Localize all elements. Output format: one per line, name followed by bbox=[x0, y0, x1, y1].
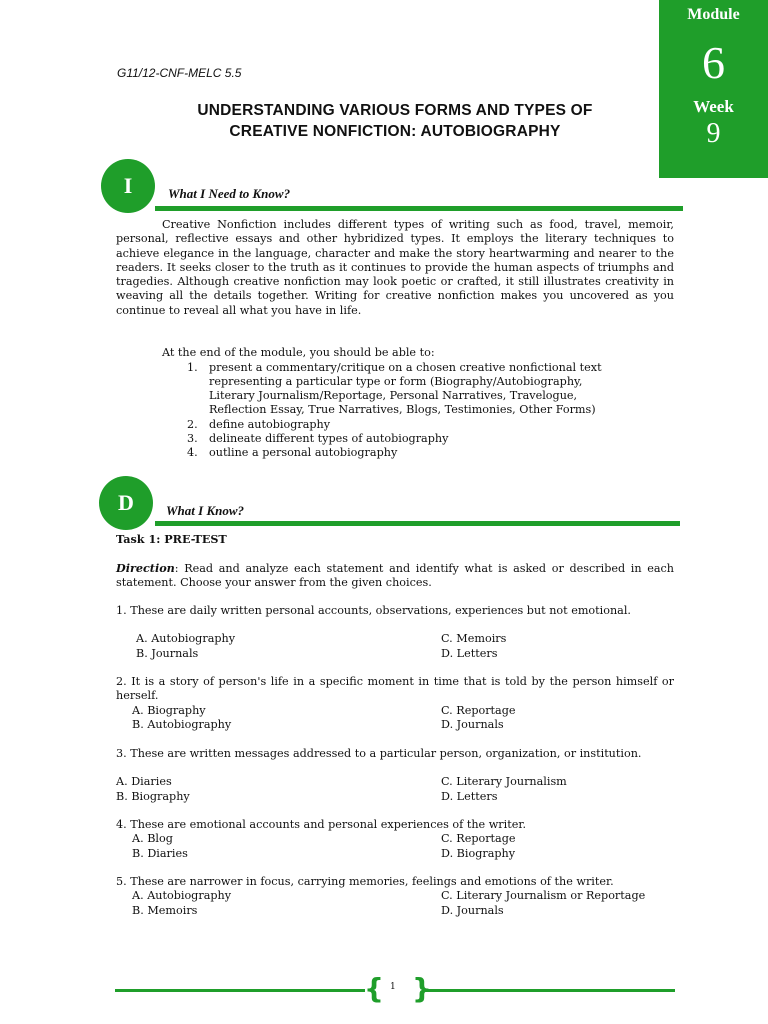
objective-text: outline a personal autobiography bbox=[209, 446, 398, 459]
direction-text: : Read and analyze each statement and identify what is asked or described in each statement. Choose your answer from the given choices. bbox=[116, 562, 674, 590]
objective-text: delineate different types of autobiography bbox=[209, 432, 449, 445]
choice-b: B. Biography bbox=[116, 790, 190, 803]
question-2: 2. It is a story of person's life in a specific moment in time that is told by the person himself or herself. bbox=[116, 675, 674, 703]
choice-b: B. Memoirs bbox=[132, 904, 198, 917]
choice-a: A. Blog bbox=[132, 832, 173, 845]
question-4: 4. These are emotional accounts and personal experiences of the writer. bbox=[116, 818, 527, 831]
objective-text: define autobiography bbox=[209, 418, 331, 431]
section-title-what-i-know: What I Know? bbox=[166, 503, 245, 518]
section-badge-d: D bbox=[99, 476, 153, 530]
choice-d: D. Journals bbox=[441, 904, 504, 917]
objective-number: 1. bbox=[187, 361, 198, 374]
choice-a: A. Biography bbox=[132, 704, 206, 717]
title-line-1: UNDERSTANDING VARIOUS FORMS AND TYPES OF bbox=[197, 102, 593, 119]
direction-paragraph bbox=[116, 561, 674, 591]
section-title-need-to-know: What I Need to Know? bbox=[168, 186, 291, 201]
page-number: 1 bbox=[390, 982, 396, 992]
choice-d: D. Letters bbox=[441, 790, 498, 803]
footer-brace-right: } bbox=[412, 972, 432, 1005]
module-number: 6 bbox=[702, 37, 725, 88]
week-label: Week bbox=[693, 97, 734, 116]
choice-d: D. Letters bbox=[441, 647, 498, 660]
section-badge-i: I bbox=[101, 159, 155, 213]
choice-d: D. Biography bbox=[441, 847, 516, 860]
title-line-2: CREATIVE NONFICTION: AUTOBIOGRAPHY bbox=[229, 123, 561, 140]
footer-rule-left bbox=[115, 989, 365, 992]
section-divider bbox=[155, 521, 680, 526]
direction-label: Direction bbox=[116, 561, 175, 575]
question-5: 5. These are narrower in focus, carrying memories, feelings and emotions of the writer. bbox=[116, 875, 614, 888]
objective-number: 3. bbox=[187, 432, 198, 445]
footer-brace-left: { bbox=[364, 972, 384, 1005]
choice-b: B. Journals bbox=[136, 647, 199, 660]
week-number: 9 bbox=[706, 118, 721, 149]
choice-c: C. Literary Journalism bbox=[441, 775, 567, 788]
module-label: Module bbox=[687, 6, 740, 23]
objective-text: representing a particular type or form (Biography/Autobiography, bbox=[209, 375, 583, 388]
section-divider bbox=[155, 206, 683, 211]
choice-b: B. Autobiography bbox=[132, 718, 232, 731]
choice-c: C. Literary Journalism or Reportage bbox=[441, 889, 646, 902]
objective-text: Reflection Essay, True Narratives, Blogs, Testimonies, Other Forms) bbox=[209, 403, 596, 416]
choice-b: B. Diaries bbox=[132, 847, 188, 860]
choice-c: C. Reportage bbox=[441, 832, 516, 845]
choice-c: C. Reportage bbox=[441, 704, 516, 717]
task-heading: Task 1: PRE-TEST bbox=[116, 532, 227, 546]
choice-a: A. Autobiography bbox=[132, 889, 232, 902]
choice-a: A. Diaries bbox=[116, 775, 172, 788]
choice-a: A. Autobiography bbox=[136, 632, 236, 645]
choice-c: C. Memoirs bbox=[441, 632, 507, 645]
question-3: 3. These are written messages addressed to a particular person, organization, or institution. bbox=[116, 747, 642, 760]
choice-d: D. Journals bbox=[441, 718, 504, 731]
objective-text: present a commentary/critique on a chosen creative nonfictional text bbox=[209, 361, 602, 374]
footer-rule-right bbox=[425, 989, 675, 992]
question-1: 1. These are daily written personal accounts, observations, experiences but not emotional. bbox=[116, 604, 631, 617]
objective-number: 2. bbox=[187, 418, 198, 431]
objectives-intro: At the end of the module, you should be able to: bbox=[162, 346, 435, 359]
intro-paragraph: Creative Nonfiction includes different types of writing such as food, travel, memoir, personal, reflective essays and other hybridized types. It employs the literary techniques to achieve elegance in the language, character and make the story heartwarming and nearer to the readers. It seeks closer to the truth as it continues to provide the human aspects of triumphs and tragedies. Although creative nonfiction may look poetic or crafted, it still illustrates creativity in weaving all the details together. Writing for creative nonfiction makes you uncovered as you continue to reveal all what you have in life. bbox=[116, 218, 674, 317]
page-title bbox=[120, 100, 670, 142]
objective-text: Literary Journalism/Reportage, Personal Narratives, Travelogue, bbox=[209, 389, 578, 402]
objective-number: 4. bbox=[187, 446, 198, 459]
competency-code: G11/12-CNF-MELC 5.5 bbox=[117, 66, 242, 80]
module-week-box bbox=[659, 0, 768, 178]
